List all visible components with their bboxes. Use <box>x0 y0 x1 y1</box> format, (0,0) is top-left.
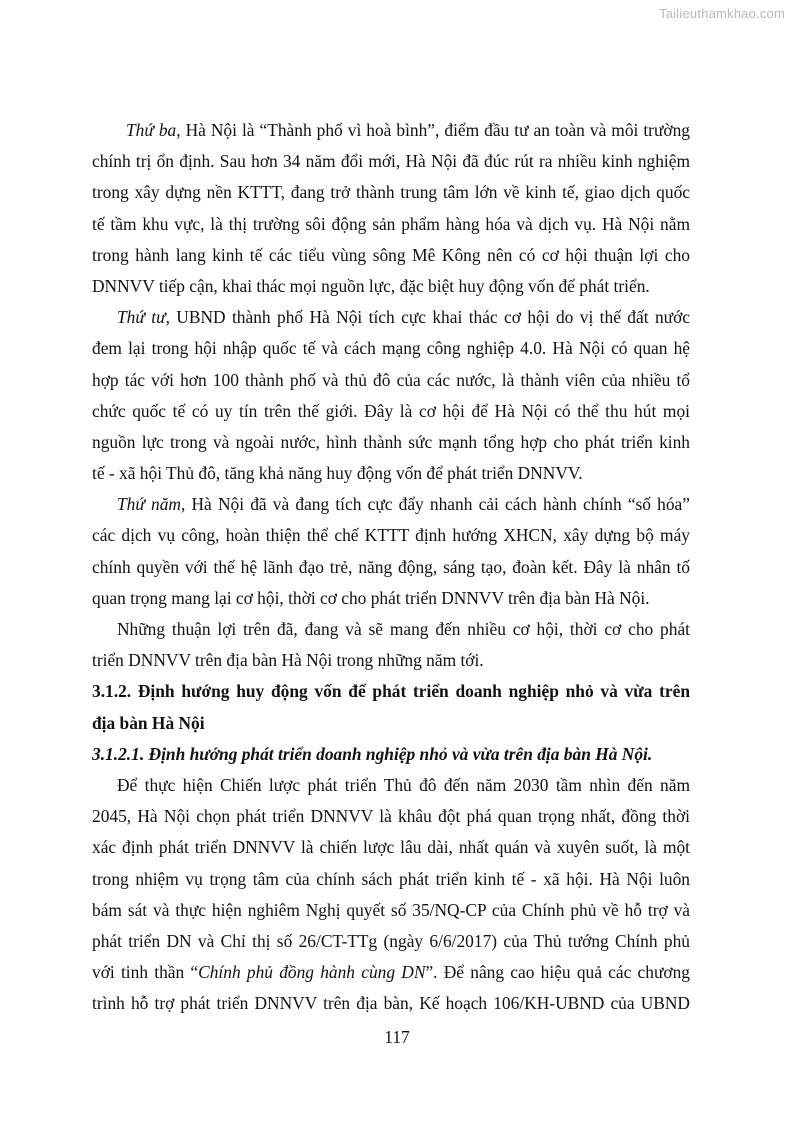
section-heading-3-1-2 <box>92 676 690 738</box>
page-number: 117 <box>384 1027 410 1047</box>
text-line: Những thuận lợi trên đã, đang và sẽ mang đến nhiều cơ hội, thời cơ cho phát <box>117 619 690 639</box>
paragraph-thu-ba <box>92 115 690 302</box>
text-line: tế tầm khu vực, là thị trường sôi động sản phẩm hàng hóa và dịch vụ. Hà Nội nằm <box>92 213 690 234</box>
document-page <box>92 115 690 1019</box>
text-line: 2045, Hà Nội chọn phát triển DNNVV là khâu đột phá quan trọng nhất, đồng thời <box>92 806 690 827</box>
text-line: chính trị ổn định. Sau hơn 34 năm đổi mới, Hà Nội đã đúc rút ra nhiều kinh nghiệm <box>92 151 690 172</box>
paragraph-lead: Thứ ba, <box>126 120 181 140</box>
text-line: trong hành lang kinh tế các tiểu vùng sông Mê Kông nên có cơ hội thuận lợi cho <box>92 244 690 265</box>
paragraph-thu-nam <box>92 489 690 614</box>
text-line: với tinh thần “Chính phủ đồng hành cùng DN”. Để nâng cao hiệu quả các chương <box>92 962 690 983</box>
text-line: DNNVV tiếp cận, khai thác mọi nguồn lực, đặc biệt huy động vốn để phát triển. <box>92 275 650 296</box>
subsection-heading-3-1-2-1: 3.1.2.1. Định hướng phát triển doanh nghiệp nhỏ và vừa trên địa bàn Hà Nội. <box>92 743 653 764</box>
text-line: phát triển DN và Chỉ thị số 26/CT-TTg (ngày 6/6/2017) của Thủ tướng Chính phủ <box>92 930 690 951</box>
text-line: đem lại trong hội nhập quốc tế và cách mạng công nghiệp 4.0. Hà Nội có quan hệ <box>92 338 690 359</box>
text-line: quan trọng mang lại cơ hội, thời cơ cho phát triển DNNVV trên địa bàn Hà Nội. <box>92 587 650 608</box>
watermark: Tailieuthamkhao.com <box>659 6 785 21</box>
paragraph-lead: Thứ năm <box>117 494 181 515</box>
text-line: các dịch vụ công, hoàn thiện thể chế KTTT định hướng XHCN, xây dựng bộ máy <box>92 525 690 546</box>
text-line: xác định phát triển DNNVV là chiến lược lâu dài, nhất quán và xuyên suốt, là một <box>92 837 690 858</box>
heading-line: địa bàn Hà Nội <box>92 712 205 733</box>
text-line: chính quyền với thế hệ lãnh đạo trẻ, năng động, sáng tạo, đoàn kết. Đây là nhân tố <box>92 556 690 577</box>
paragraph-nhung-thuan-loi <box>92 614 690 676</box>
text-line: tế - xã hội Thủ đô, tăng khả năng huy động vốn để phát triển DNNVV. <box>92 463 583 484</box>
text-line: hợp tác với hơn 100 thành phố và thủ đô của các nước, là thành viên của nhiều tổ <box>92 369 690 390</box>
text-line: Thứ năm, Hà Nội đã và đang tích cực đẩy nhanh cải cách hành chính “số hóa” <box>117 494 690 515</box>
text-line: trình hỗ trợ phát triển DNNVV trên địa bàn, Kế hoạch 106/KH-UBND của UBND <box>92 993 690 1014</box>
text-line: Thứ ba, Hà Nội là “Thành phố vì hoà bình”, điểm đầu tư an toàn và môi trường <box>126 120 690 140</box>
heading-line: 3.1.2. Định hướng huy động vốn để phát triển doanh nghiệp nhỏ và vừa trên <box>92 681 690 702</box>
text-line: Để thực hiện Chiến lược phát triển Thủ đô đến năm 2030 tầm nhìn đến năm <box>117 774 690 795</box>
text-line: Thứ tư, UBND thành phố Hà Nội tích cực khai thác cơ hội do vị thế đất nước <box>117 307 690 328</box>
paragraph-de-thuc-hien <box>92 770 690 1020</box>
paragraph-lead: Thứ tư <box>117 307 166 328</box>
text-line: trong nhiệm vụ trọng tâm của chính sách phát triển kinh tế - xã hội. Hà Nội luôn <box>92 868 690 889</box>
text-line: bám sát và thực hiện nghiêm Nghị quyết số 35/NQ-CP của Chính phủ về hỗ trợ và <box>92 899 690 920</box>
text-line: triển DNNVV trên địa bàn Hà Nội trong những năm tới. <box>92 650 484 671</box>
text-line: trong xây dựng nền KTTT, đang trở thành trung tâm lớn về kinh tế, giao dịch quốc <box>92 182 690 203</box>
text-line: chức quốc tế có uy tín trên thế giới. Đây là cơ hội để Hà Nội có thể thu hút mọi <box>92 400 690 421</box>
quoted-slogan: Chính phủ đồng hành cùng DN <box>198 962 426 983</box>
text-line: nguồn lực trong và ngoài nước, hình thành sức mạnh tổng hợp cho phát triển kinh <box>92 431 690 452</box>
paragraph-thu-tu <box>92 302 690 489</box>
